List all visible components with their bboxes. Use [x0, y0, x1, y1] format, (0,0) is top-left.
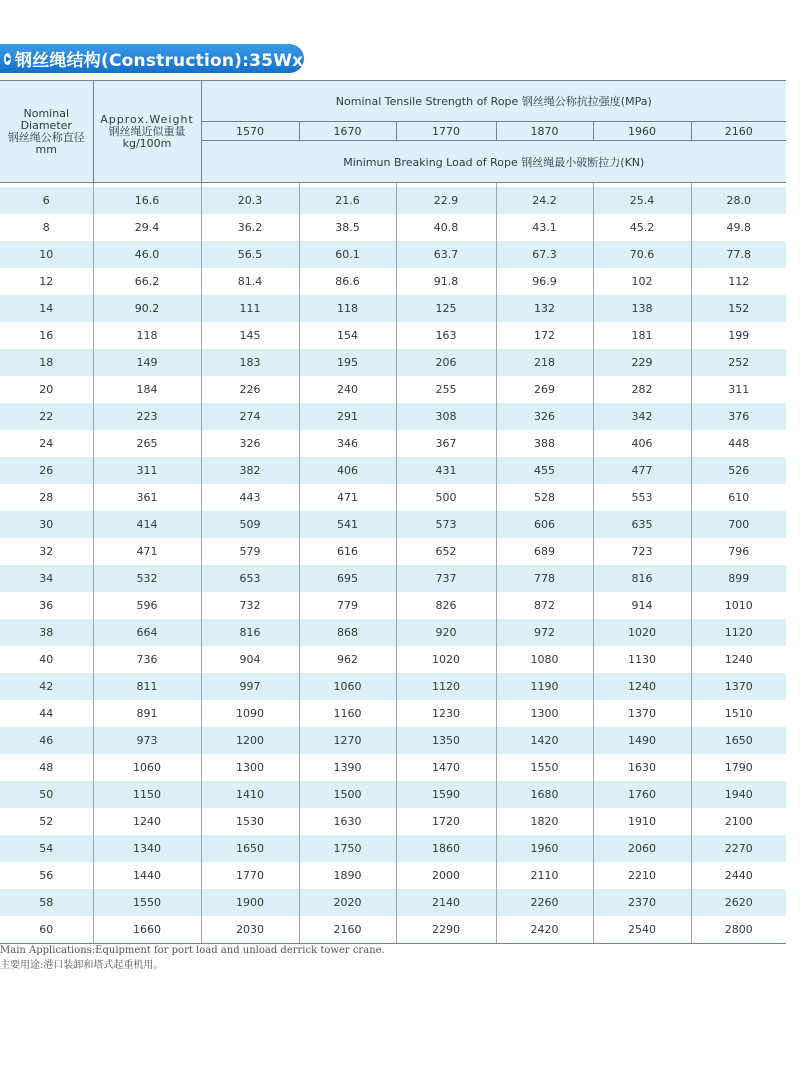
diameter-cell: 12 — [39, 275, 54, 288]
breaking-load-cell: 81.4 — [201, 268, 299, 295]
breaking-load-cell: 528 — [496, 484, 593, 511]
applications-en: Main Applications:Equipment for port load and unload derrick tower crane. — [0, 945, 385, 956]
breaking-load-cell: 1120 — [396, 673, 496, 700]
table-row — [0, 322, 786, 349]
breaking-load-cell: 1820 — [496, 808, 593, 835]
weight-cell: 1060 — [93, 754, 201, 781]
breaking-load-cell: 431 — [396, 457, 496, 484]
breaking-load-cell: 1020 — [396, 646, 496, 673]
breaking-load-cell: 1080 — [496, 646, 593, 673]
diameter-cell: 44 — [39, 707, 54, 720]
breaking-load-cell: 1240 — [593, 673, 691, 700]
breaking-load-cell: 49.8 — [691, 214, 786, 241]
grade-header: 2160 — [691, 122, 786, 141]
breaking-load-cell: 700 — [691, 511, 786, 538]
breaking-load-cell: 145 — [201, 322, 299, 349]
weight-cell: 973 — [93, 727, 201, 754]
weight-cell: 736 — [93, 646, 201, 673]
breaking-load-cell: 695 — [299, 565, 396, 592]
breaking-load-cell: 112 — [691, 268, 786, 295]
table-row — [0, 457, 786, 484]
breaking-load-cell: 2000 — [396, 862, 496, 889]
weight-cell: 223 — [93, 403, 201, 430]
breaking-load-cell: 38.5 — [299, 214, 396, 241]
breaking-load-cell: 240 — [299, 376, 396, 403]
breaking-load-cell: 2290 — [396, 916, 496, 944]
breaking-load-cell: 1270 — [299, 727, 396, 754]
grade-header: 1870 — [496, 122, 593, 141]
breaking-load-cell: 154 — [299, 322, 396, 349]
diameter-cell: 24 — [39, 437, 54, 450]
diameter-unit: mm — [35, 142, 57, 156]
table-header — [0, 81, 786, 183]
diameter-cell: 10 — [0, 241, 93, 268]
breaking-load-cell: 1130 — [593, 646, 691, 673]
breaking-load-cell: 477 — [593, 457, 691, 484]
breaking-load-cell: 1300 — [496, 700, 593, 727]
breaking-load-cell: 1770 — [201, 862, 299, 889]
breaking-load-cell: 962 — [299, 646, 396, 673]
breaking-load-cell: 1900 — [201, 889, 299, 916]
breaking-load-cell: 125 — [396, 295, 496, 322]
diameter-cell: 60 — [0, 916, 93, 944]
diameter-cell: 56 — [39, 869, 54, 882]
diameter-cell: 40 — [39, 653, 54, 666]
table-row — [0, 565, 786, 592]
weight-cell: 265 — [93, 430, 201, 457]
breaking-load-cell: 1790 — [691, 754, 786, 781]
breaking-load-cell: 2540 — [593, 916, 691, 944]
header-approx-weight — [93, 81, 201, 183]
diameter-cell: 36 — [39, 599, 54, 612]
weight-cell: 29.4 — [93, 214, 201, 241]
breaking-load-cell: 796 — [691, 538, 786, 565]
diameter-cell: 6 — [0, 187, 93, 214]
breaking-load-cell: 1370 — [593, 700, 691, 727]
table-row — [0, 700, 786, 727]
weight-cell: 311 — [93, 457, 201, 484]
breaking-load-cell: 448 — [691, 430, 786, 457]
breaking-load-cell: 1530 — [201, 808, 299, 835]
section-title-bar — [0, 44, 316, 73]
breaking-load-cell: 2210 — [593, 862, 691, 889]
breaking-load-cell: 443 — [201, 484, 299, 511]
breaking-load-cell: 1160 — [299, 700, 396, 727]
table-row — [0, 376, 786, 403]
grade-header: 1670 — [299, 122, 396, 141]
breaking-load-cell: 2140 — [396, 889, 496, 916]
breaking-load-cell: 183 — [201, 349, 299, 376]
breaking-load-cell: 218 — [496, 349, 593, 376]
breaking-load-cell: 346 — [299, 430, 396, 457]
table-row — [0, 916, 786, 944]
breaking-load-cell: 737 — [396, 565, 496, 592]
weight-cell: 1150 — [93, 781, 201, 808]
breaking-load-cell: 1010 — [691, 592, 786, 619]
breaking-load-cell: 1230 — [396, 700, 496, 727]
diameter-cell: 18 — [0, 349, 93, 376]
diameter-cell: 16 — [39, 329, 54, 342]
spec-table-wrapper — [0, 80, 786, 944]
breaking-load-cell: 2620 — [691, 889, 786, 916]
breaking-load-cell: 653 — [201, 565, 299, 592]
breaking-load-cell: 1420 — [496, 727, 593, 754]
breaking-load-cell: 291 — [299, 403, 396, 430]
breaking-load-cell: 226 — [201, 376, 299, 403]
breaking-load-cell: 826 — [396, 592, 496, 619]
breaking-load-cell: 28.0 — [691, 187, 786, 214]
breaking-load-cell: 573 — [396, 511, 496, 538]
weight-cell: 149 — [93, 349, 201, 376]
breaking-load-cell: 526 — [691, 457, 786, 484]
breaking-load-cell: 21.6 — [299, 187, 396, 214]
breaking-load-cell: 1860 — [396, 835, 496, 862]
breaking-load-cell: 282 — [593, 376, 691, 403]
breaking-load-cell: 91.8 — [396, 268, 496, 295]
breaking-load-cell: 616 — [299, 538, 396, 565]
breaking-load-cell: 382 — [201, 457, 299, 484]
breaking-load-cell: 1490 — [593, 727, 691, 754]
breaking-load-cell: 206 — [396, 349, 496, 376]
weight-cell: 118 — [93, 322, 201, 349]
breaking-load-cell: 269 — [496, 376, 593, 403]
table-row — [0, 241, 786, 268]
weight-label-cn: 钢丝绳近似重量 — [108, 124, 186, 138]
breaking-load-cell: 914 — [593, 592, 691, 619]
table-row — [0, 403, 786, 430]
breaking-load-cell: 2060 — [593, 835, 691, 862]
breaking-load-cell: 20.3 — [201, 187, 299, 214]
breaking-load-cell: 181 — [593, 322, 691, 349]
breaking-load-cell: 229 — [593, 349, 691, 376]
breaking-load-cell: 2100 — [691, 808, 786, 835]
breaking-load-cell: 255 — [396, 376, 496, 403]
table-row — [0, 808, 786, 835]
breaking-load-cell: 2260 — [496, 889, 593, 916]
breaking-load-cell: 2110 — [496, 862, 593, 889]
grade-header: 1960 — [593, 122, 691, 141]
diameter-label-cn: 钢丝绳公称直径 — [7, 130, 85, 144]
breaking-load-cell: 70.6 — [593, 241, 691, 268]
breaking-load-cell: 56.5 — [201, 241, 299, 268]
arrow-right-icon — [4, 53, 11, 65]
breaking-load-cell: 1300 — [201, 754, 299, 781]
breaking-load-cell: 1960 — [496, 835, 593, 862]
weight-cell: 361 — [93, 484, 201, 511]
breaking-load-cell: 22.9 — [396, 187, 496, 214]
breaking-load-cell: 920 — [396, 619, 496, 646]
breaking-load-cell: 1390 — [299, 754, 396, 781]
breaking-load-cell: 635 — [593, 511, 691, 538]
diameter-cell: 46 — [0, 727, 93, 754]
weight-cell: 532 — [93, 565, 201, 592]
breaking-load-cell: 24.2 — [496, 187, 593, 214]
header-tensile-strength: Nominal Tensile Strength of Rope 钢丝绳公称抗拉强度(MPa) — [201, 81, 786, 122]
breaking-load-cell: 899 — [691, 565, 786, 592]
breaking-load-cell: 111 — [201, 295, 299, 322]
breaking-load-cell: 579 — [201, 538, 299, 565]
table-row — [0, 268, 786, 295]
section-title: 钢丝绳结构(Construction):35Wx7 — [15, 51, 316, 71]
weight-cell: 66.2 — [93, 268, 201, 295]
breaking-load-cell: 2030 — [201, 916, 299, 944]
breaking-load-cell: 732 — [201, 592, 299, 619]
diameter-cell: 52 — [39, 815, 54, 828]
breaking-load-cell: 199 — [691, 322, 786, 349]
breaking-load-cell: 163 — [396, 322, 496, 349]
breaking-load-cell: 1190 — [496, 673, 593, 700]
table-row — [0, 646, 786, 673]
weight-cell: 1440 — [93, 862, 201, 889]
breaking-load-cell: 816 — [593, 565, 691, 592]
breaking-load-cell: 868 — [299, 619, 396, 646]
table-row — [0, 214, 786, 241]
breaking-load-cell: 689 — [496, 538, 593, 565]
breaking-load-cell: 1200 — [201, 727, 299, 754]
breaking-load-cell: 311 — [691, 376, 786, 403]
weight-cell: 414 — [93, 511, 201, 538]
breaking-load-cell: 1470 — [396, 754, 496, 781]
diameter-cell: 50 — [0, 781, 93, 808]
header-nominal-diameter — [0, 81, 93, 183]
table-row — [0, 592, 786, 619]
table-row — [0, 484, 786, 511]
breaking-load-cell: 2800 — [691, 916, 786, 944]
breaking-load-cell: 252 — [691, 349, 786, 376]
table-row — [0, 862, 786, 889]
breaking-load-cell: 308 — [396, 403, 496, 430]
breaking-load-cell: 86.6 — [299, 268, 396, 295]
weight-cell: 664 — [93, 619, 201, 646]
breaking-load-cell: 972 — [496, 619, 593, 646]
table-row — [0, 295, 786, 322]
table-row — [0, 430, 786, 457]
weight-cell: 1660 — [93, 916, 201, 944]
breaking-load-cell: 723 — [593, 538, 691, 565]
breaking-load-cell: 816 — [201, 619, 299, 646]
table-row — [0, 538, 786, 565]
breaking-load-cell: 1630 — [593, 754, 691, 781]
breaking-load-cell: 2370 — [593, 889, 691, 916]
breaking-load-cell: 2440 — [691, 862, 786, 889]
breaking-load-cell: 1240 — [691, 646, 786, 673]
breaking-load-cell: 342 — [593, 403, 691, 430]
diameter-cell: 30 — [0, 511, 93, 538]
diameter-cell: 34 — [0, 565, 93, 592]
table-row — [0, 673, 786, 700]
breaking-load-cell: 553 — [593, 484, 691, 511]
table-row — [0, 187, 786, 214]
breaking-load-cell: 471 — [299, 484, 396, 511]
grade-header: 1570 — [201, 122, 299, 141]
breaking-load-cell: 1350 — [396, 727, 496, 754]
diameter-label-en: Nominal Diameter — [20, 106, 72, 132]
header-breaking-load: Minimun Breaking Load of Rope 钢丝绳最小破断拉力(KN) — [201, 141, 786, 183]
breaking-load-cell: 997 — [201, 673, 299, 700]
breaking-load-cell: 541 — [299, 511, 396, 538]
breaking-load-cell: 367 — [396, 430, 496, 457]
table-row — [0, 781, 786, 808]
breaking-load-cell: 904 — [201, 646, 299, 673]
breaking-load-cell: 326 — [496, 403, 593, 430]
breaking-load-cell: 96.9 — [496, 268, 593, 295]
weight-cell: 471 — [93, 538, 201, 565]
breaking-load-cell: 102 — [593, 268, 691, 295]
breaking-load-cell: 1630 — [299, 808, 396, 835]
breaking-load-cell: 606 — [496, 511, 593, 538]
breaking-load-cell: 500 — [396, 484, 496, 511]
breaking-load-cell: 274 — [201, 403, 299, 430]
spec-table — [0, 80, 786, 944]
breaking-load-cell: 67.3 — [496, 241, 593, 268]
weight-cell: 90.2 — [93, 295, 201, 322]
breaking-load-cell: 1650 — [201, 835, 299, 862]
breaking-load-cell: 1500 — [299, 781, 396, 808]
diameter-cell: 54 — [0, 835, 93, 862]
weight-label-en: Approx.Weight — [100, 112, 194, 126]
breaking-load-cell: 40.8 — [396, 214, 496, 241]
weight-cell: 1550 — [93, 889, 201, 916]
weight-cell: 811 — [93, 673, 201, 700]
weight-cell: 891 — [93, 700, 201, 727]
breaking-load-cell: 1720 — [396, 808, 496, 835]
weight-cell: 16.6 — [93, 187, 201, 214]
breaking-load-cell: 406 — [593, 430, 691, 457]
breaking-load-cell: 778 — [496, 565, 593, 592]
diameter-cell: 38 — [0, 619, 93, 646]
breaking-load-cell: 1060 — [299, 673, 396, 700]
table-row — [0, 835, 786, 862]
breaking-load-cell: 2420 — [496, 916, 593, 944]
breaking-load-cell: 195 — [299, 349, 396, 376]
weight-cell: 1240 — [93, 808, 201, 835]
diameter-cell: 58 — [0, 889, 93, 916]
breaking-load-cell: 610 — [691, 484, 786, 511]
table-row — [0, 619, 786, 646]
diameter-cell: 48 — [39, 761, 54, 774]
breaking-load-cell: 25.4 — [593, 187, 691, 214]
table-row — [0, 889, 786, 916]
table-body — [0, 183, 786, 944]
breaking-load-cell: 1410 — [201, 781, 299, 808]
table-row — [0, 754, 786, 781]
breaking-load-cell: 60.1 — [299, 241, 396, 268]
breaking-load-cell: 1120 — [691, 619, 786, 646]
table-row — [0, 511, 786, 538]
breaking-load-cell: 2020 — [299, 889, 396, 916]
breaking-load-cell: 43.1 — [496, 214, 593, 241]
breaking-load-cell: 36.2 — [201, 214, 299, 241]
breaking-load-cell: 1590 — [396, 781, 496, 808]
breaking-load-cell: 63.7 — [396, 241, 496, 268]
diameter-cell: 22 — [0, 403, 93, 430]
breaking-load-cell: 2270 — [691, 835, 786, 862]
breaking-load-cell: 1550 — [496, 754, 593, 781]
breaking-load-cell: 779 — [299, 592, 396, 619]
breaking-load-cell: 1760 — [593, 781, 691, 808]
applications-note — [0, 943, 385, 973]
breaking-load-cell: 509 — [201, 511, 299, 538]
breaking-load-cell: 652 — [396, 538, 496, 565]
weight-cell: 596 — [93, 592, 201, 619]
breaking-load-cell: 172 — [496, 322, 593, 349]
breaking-load-cell: 1020 — [593, 619, 691, 646]
grade-header: 1770 — [396, 122, 496, 141]
breaking-load-cell: 455 — [496, 457, 593, 484]
breaking-load-cell: 1370 — [691, 673, 786, 700]
diameter-cell: 32 — [39, 545, 54, 558]
breaking-load-cell: 1890 — [299, 862, 396, 889]
breaking-load-cell: 1510 — [691, 700, 786, 727]
breaking-load-cell: 1750 — [299, 835, 396, 862]
breaking-load-cell: 138 — [593, 295, 691, 322]
diameter-cell: 14 — [0, 295, 93, 322]
breaking-load-cell: 872 — [496, 592, 593, 619]
breaking-load-cell: 1650 — [691, 727, 786, 754]
breaking-load-cell: 1680 — [496, 781, 593, 808]
breaking-load-cell: 1910 — [593, 808, 691, 835]
weight-unit: kg/100m — [122, 136, 172, 150]
table-row — [0, 727, 786, 754]
table-row — [0, 349, 786, 376]
applications-cn: 主要用途:港口装卸和塔式起重机用。 — [0, 960, 164, 971]
breaking-load-cell: 1940 — [691, 781, 786, 808]
diameter-cell: 42 — [0, 673, 93, 700]
breaking-load-cell: 77.8 — [691, 241, 786, 268]
breaking-load-cell: 406 — [299, 457, 396, 484]
breaking-load-cell: 1090 — [201, 700, 299, 727]
diameter-cell: 28 — [39, 491, 54, 504]
breaking-load-cell: 152 — [691, 295, 786, 322]
diameter-cell: 26 — [0, 457, 93, 484]
breaking-load-cell: 132 — [496, 295, 593, 322]
breaking-load-cell: 45.2 — [593, 214, 691, 241]
diameter-cell: 20 — [39, 383, 54, 396]
weight-cell: 184 — [93, 376, 201, 403]
weight-cell: 1340 — [93, 835, 201, 862]
diameter-cell: 8 — [42, 221, 50, 234]
breaking-load-cell: 2160 — [299, 916, 396, 944]
breaking-load-cell: 118 — [299, 295, 396, 322]
weight-cell: 46.0 — [93, 241, 201, 268]
breaking-load-cell: 388 — [496, 430, 593, 457]
breaking-load-cell: 326 — [201, 430, 299, 457]
breaking-load-cell: 376 — [691, 403, 786, 430]
